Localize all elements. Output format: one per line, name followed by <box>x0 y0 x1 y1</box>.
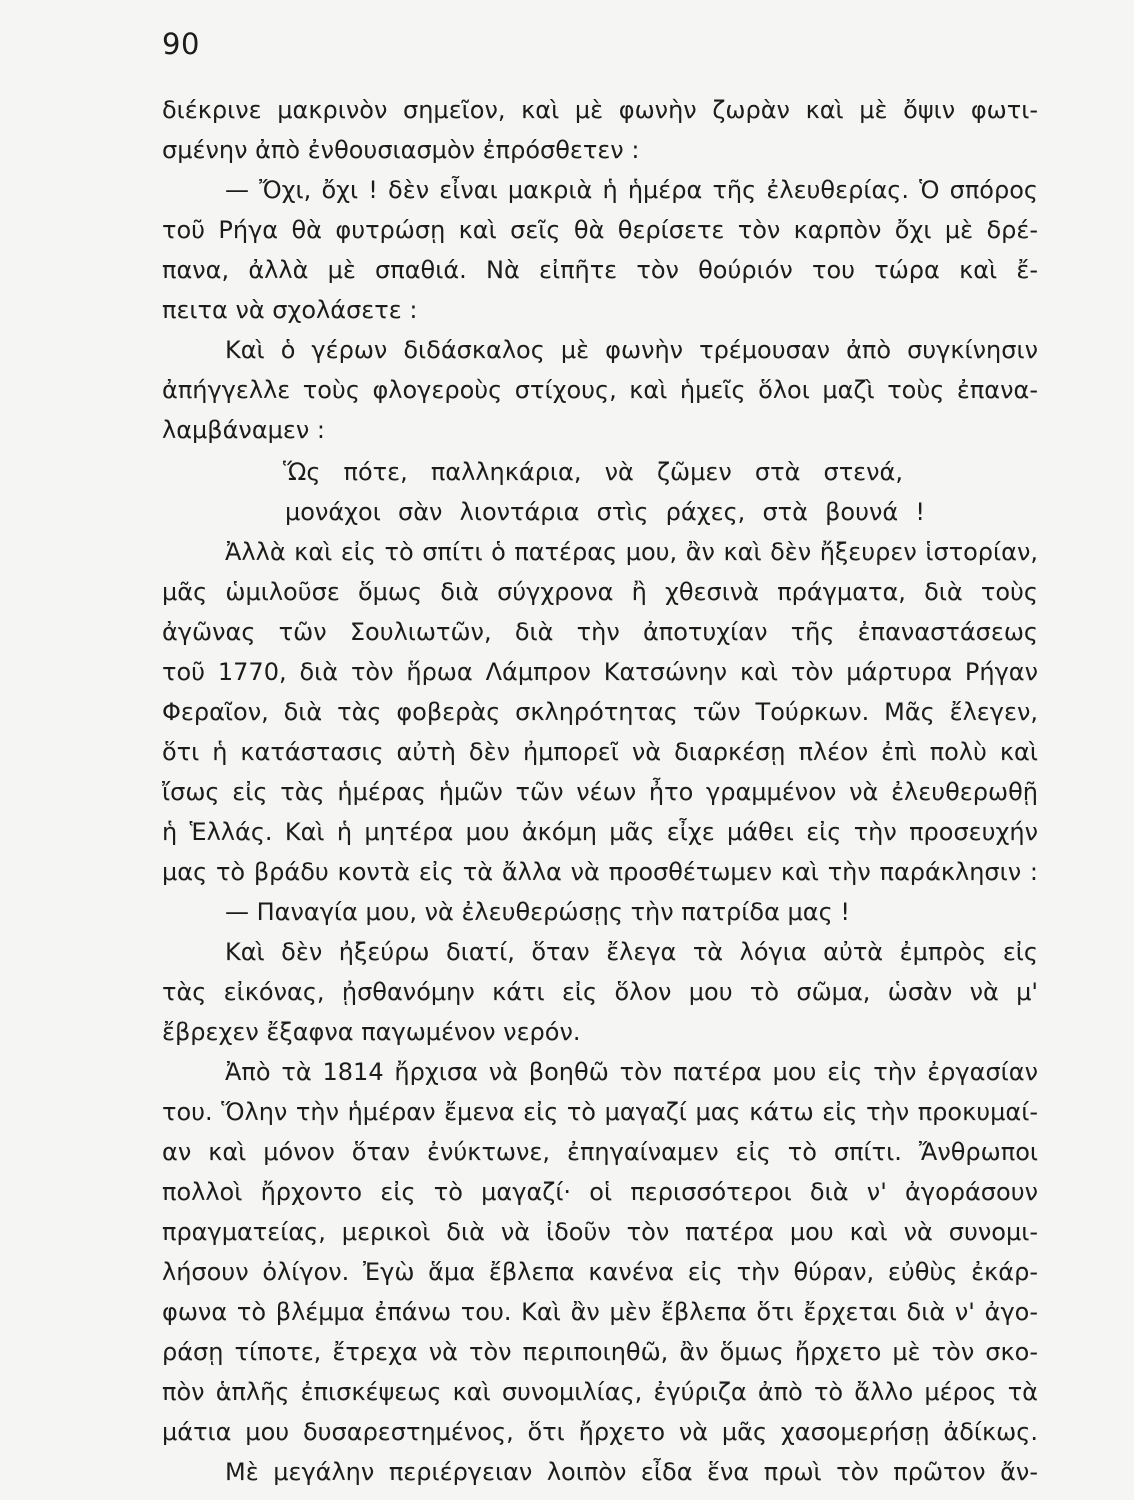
text-line: φωνα τὸ βλέμμα ἐπάνω του. Καὶ ἂν μὲν ἔβλεπα ὅτι ἔρχεται διὰ ν' ἀγο- <box>162 1298 1038 1326</box>
text-line: — Παναγία μου, νὰ ἐλευθερώσῃς τὴν πατρίδα μας ! <box>225 898 850 926</box>
text-line: ἴσως εἰς τὰς ἡμέρας ἡμῶν τῶν νέων ἦτο γραμμένον νὰ ἐλευθερωθῇ <box>162 778 1038 806</box>
text-line: μάτια μου δυσαρεστημένος, ὅτι ἤρχετο νὰ μᾶς χασομερήσῃ ἀδίκως. <box>162 1418 1038 1446</box>
text-line: τοῦ Ρήγα θὰ φυτρώσῃ καὶ σεῖς θὰ θερίσετε τὸν καρπὸν ὄχι μὲ δρέ- <box>162 216 1038 244</box>
text-line: πὸν ἁπλῆς ἐπισκέψεως καὶ συνομιλίας, ἐγύριζα ἀπὸ τὸ ἄλλο μέρος τὰ <box>162 1378 1038 1406</box>
text-line: μας τὸ βράδυ κοντὰ εἰς τὰ ἄλλα νὰ προσθέτωμεν καὶ τὴν παράκλησιν : <box>162 858 1038 886</box>
text-line: διέκρινε μακρινὸν σημεῖον, καὶ μὲ φωνὴν ζωρὰν καὶ μὲ ὄψιν φωτι- <box>162 96 1038 124</box>
text-line: Μὲ μεγάλην περιέργειαν λοιπὸν εἶδα ἕνα πρωὶ τὸν πρῶτον ἄν- <box>225 1458 1038 1486</box>
text-line: Καὶ δὲν ἠξεύρω διατί, ὅταν ἔλεγα τὰ λόγια αὐτὰ ἐμπρὸς εἰς <box>225 938 1038 966</box>
text-line: — Ὄχι, ὄχι ! δὲν εἶναι μακριὰ ἡ ἡμέρα τῆς ἐλευθερίας. Ὁ σπόρος <box>225 176 1038 204</box>
text-line: ἔβρεχεν ἔξαφνα παγωμένον νερόν. <box>162 1018 581 1046</box>
text-line: ἀπήγγελλε τοὺς φλογεροὺς στίχους, καὶ ἡμεῖς ὅλοι μαζὶ τοὺς ἐπανα- <box>162 376 1038 404</box>
text-line: ὅτι ἡ κατάστασις αὐτὴ δὲν ἠμπορεῖ νὰ διαρκέσῃ πλέον ἐπὶ πολὺ καὶ <box>162 738 1038 766</box>
text-line: πανα, ἀλλὰ μὲ σπαθιά. Νὰ εἰπῆτε τὸν θούριόν του τώρα καὶ ἔ- <box>162 256 1038 284</box>
text-line: Ἀλλὰ καὶ εἰς τὸ σπίτι ὁ πατέρας μου, ἂν καὶ δὲν ἤξευρεν ἱστορίαν, <box>225 538 1038 566</box>
text-line: αν καὶ μόνον ὅταν ἐνύκτωνε, ἐπηγαίναμεν εἰς τὸ σπίτι. Ἄνθρωποι <box>162 1138 1038 1166</box>
text-line: Φεραῖον, διὰ τὰς φοβερὰς σκληρότητας τῶν Τούρκων. Μᾶς ἔλεγεν, <box>162 698 1038 726</box>
text-line: τοῦ 1770, διὰ τὸν ἥρωα Λάμπρον Κατσώνην καὶ τὸν μάρτυρα Ρήγαν <box>162 658 1038 686</box>
text-line: ἀγῶνας τῶν Σουλιωτῶν, διὰ τὴν ἀποτυχίαν τῆς ἐπαναστάσεως <box>162 618 1038 646</box>
page-number: 90 <box>162 27 200 61</box>
text-line: τὰς εἰκόνας, ᾐσθανόμην κάτι εἰς ὅλον μου τὸ σῶμα, ὡσὰν νὰ μ' <box>162 978 1038 1006</box>
text-line: πολλοὶ ἤρχοντο εἰς τὸ μαγαζί· οἱ περισσότεροι διὰ ν' ἀγοράσουν <box>162 1178 1038 1206</box>
verse-line: μονάχοι σὰν λιοντάρια στὶς ράχες, στὰ βουνά ! <box>285 498 925 526</box>
text-line: ράσῃ τίποτε, ἔτρεχα νὰ τὸν περιποιηθῶ, ἂν ὅμως ἤρχετο μὲ τὸν σκο- <box>162 1338 1038 1366</box>
text-line: του. Ὅλην τὴν ἡμέραν ἔμενα εἰς τὸ μαγαζί μας κάτω εἰς τὴν προκυμαί- <box>162 1098 1038 1126</box>
text-line: λαμβάναμεν : <box>162 416 326 444</box>
text-line: σμένην ἀπὸ ἐνθουσιασμὸν ἐπρόσθετεν : <box>162 136 640 164</box>
verse-line: Ὥς πότε, παλληκάρια, νὰ ζῶμεν στὰ στενά, <box>283 458 903 486</box>
text-line: πραγματείας, μερικοὶ διὰ νὰ ἰδοῦν τὸν πατέρα μου καὶ νὰ συνομι- <box>162 1218 1038 1246</box>
text-line: μᾶς ὡμιλοῦσε ὅμως διὰ σύγχρονα ἢ χθεσινὰ πράγματα, διὰ τοὺς <box>162 578 1038 606</box>
text-line: λήσουν ὀλίγον. Ἐγὼ ἅμα ἔβλεπα κανένα εἰς τὴν θύραν, εὐθὺς ἐκάρ- <box>162 1258 1038 1286</box>
text-line: ἡ Ἑλλάς. Καὶ ἡ μητέρα μου ἀκόμη μᾶς εἶχε μάθει εἰς τὴν προσευχήν <box>162 818 1038 846</box>
text-line: Καὶ ὁ γέρων διδάσκαλος μὲ φωνὴν τρέμουσαν ἀπὸ συγκίνησιν <box>225 336 1038 364</box>
text-line: πειτα νὰ σχολάσετε : <box>162 296 418 324</box>
text-line: Ἀπὸ τὰ 1814 ἤρχισα νὰ βοηθῶ τὸν πατέρα μου εἰς τὴν ἐργασίαν <box>225 1058 1038 1086</box>
